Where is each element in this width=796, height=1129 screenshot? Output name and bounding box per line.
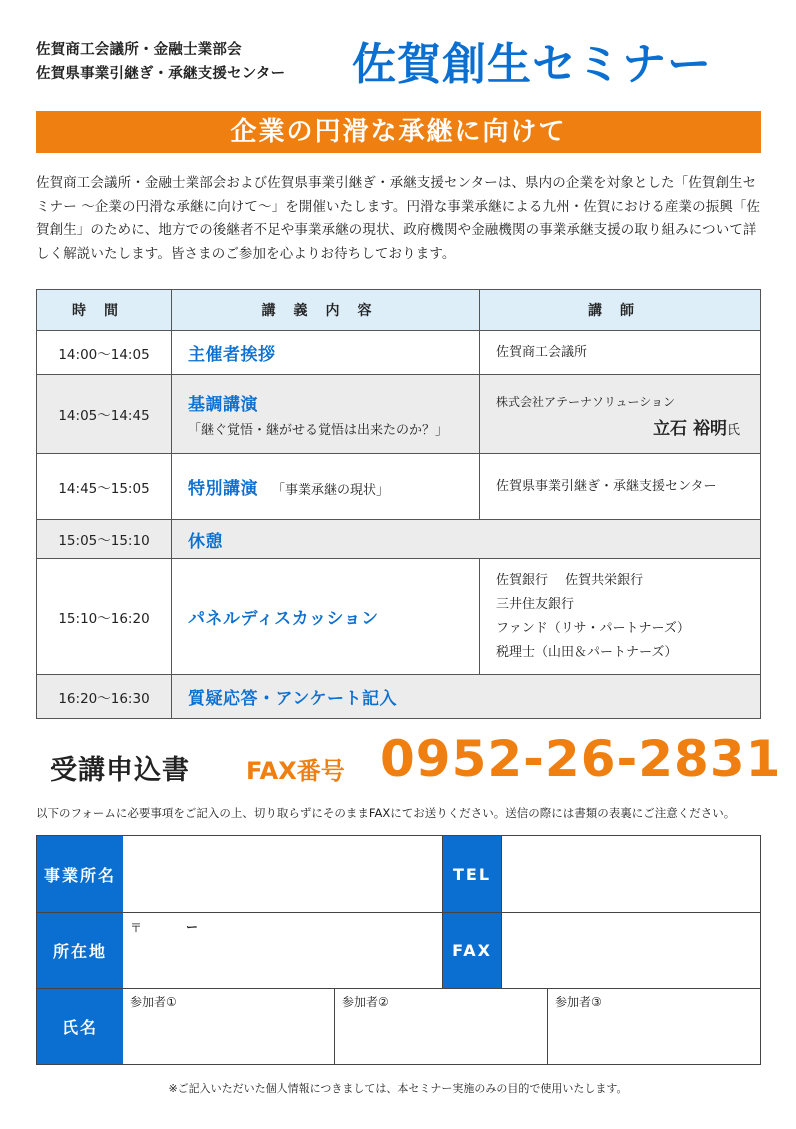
row-speaker: 佐賀県事業引継ぎ・承継支援センター [496, 478, 717, 494]
row-time: 15:10～16:20 [37, 559, 172, 675]
header-speaker: 講師 [480, 290, 761, 331]
speaker-name-text: 立石 裕明 [653, 418, 727, 439]
privacy-footnote: ※ご記入いただいた個人情報につきましては、本セミナー実施のみの目的で使用いたします。 [168, 1082, 628, 1095]
tel-field[interactable] [502, 836, 760, 912]
row-time: 16:20～16:30 [37, 675, 172, 719]
row-speaker: ファンド（リサ・パートナーズ） [496, 620, 690, 636]
row-title: 特別講演 [188, 479, 258, 499]
address-field[interactable] [123, 913, 442, 988]
participant-3-label: 参加者③ [555, 995, 602, 1009]
schedule-table [36, 289, 761, 719]
address-label: 所在地 [37, 913, 123, 988]
application-instructions: 以下のフォームに必要事項をご記入の上、切り取らずにそのままFAXにてお送りください。送信の際には書類の表裏にご注意ください。 [36, 806, 736, 820]
participant-3-field[interactable] [548, 989, 760, 1064]
schedule-header-row [37, 290, 761, 331]
row-title: 休憩 [188, 531, 223, 552]
row-time: 15:05～15:10 [37, 520, 172, 559]
header-content: 講義内容 [172, 290, 480, 331]
company-name-label: 事業所名 [37, 836, 123, 912]
row-speaker: 佐賀銀行 佐賀共栄銀行 [496, 572, 644, 588]
page-title: 佐賀創生セミナー [352, 39, 712, 90]
company-name-field[interactable] [123, 836, 442, 912]
participant-2-field[interactable] [335, 989, 547, 1064]
fax-number: 0952-26-2831 [380, 730, 782, 788]
participant-2-label: 参加者② [342, 995, 389, 1009]
row-time: 14:05～14:45 [37, 375, 172, 454]
row-inline-subtitle: 「事業承継の現状」 [272, 483, 390, 498]
fax-field-label: FAX [443, 913, 501, 988]
intro-paragraph: 佐賀商工会議所・金融士業部会および佐賀県事業引継ぎ・承継支援センターは、県内の企業を対象とした「佐賀創生セミナー ～企業の円滑な承継に向けて～」を開催いたします。円滑な事業承継による九州・佐賀における産業の振興「佐賀創生」のために、地方での後継者不足や事業承継の現状、政府機関や金融機関の事業承継支援の取り組みについて詳しく解説いたします。皆さまのご参加を心よりお待ちしております。 [36, 175, 761, 262]
schedule-row [37, 454, 761, 520]
row-title: パネルディスカッション [188, 609, 379, 629]
row-speaker-name [496, 414, 760, 439]
schedule-row [37, 559, 761, 675]
organizer-block [36, 38, 285, 86]
subtitle-banner: 企業の円滑な承継に向けて [36, 111, 761, 153]
organizer-line-2: 佐賀県事業引継ぎ・承継支援センター [36, 66, 286, 82]
schedule-row [37, 520, 761, 559]
tel-label: TEL [443, 836, 501, 912]
header-time: 時間 [37, 290, 172, 331]
row-subtitle: 「継ぐ覚悟・継がせる覚悟は出来たのか？」 [188, 423, 449, 438]
row-title: 基調講演 [188, 395, 258, 415]
schedule-row [37, 375, 761, 454]
participant-1-label: 参加者① [130, 995, 177, 1009]
postal-mark: 〒 [130, 921, 143, 935]
participant-1-field[interactable] [123, 989, 334, 1064]
fax-number-label: FAX番号 [246, 757, 345, 785]
application-form [36, 835, 761, 1065]
application-form-title: 受講申込書 [50, 755, 190, 786]
row-speaker: 佐賀商工会議所 [496, 344, 588, 360]
row-speaker-company: 株式会社アテーナソリューション [496, 394, 676, 409]
row-time: 14:00～14:05 [37, 331, 172, 375]
speaker-honorific: 氏 [726, 422, 740, 438]
row-time: 14:45～15:05 [37, 454, 172, 520]
organizer-line-1: 佐賀商工会議所・金融士業部会 [36, 42, 242, 58]
postal-dash: ー [186, 920, 199, 934]
schedule-row [37, 675, 761, 719]
fax-field[interactable] [502, 913, 760, 988]
row-speaker: 三井住友銀行 [496, 596, 575, 612]
row-speaker: 税理士（山田＆パートナーズ） [496, 644, 678, 660]
row-title: 質疑応答・アンケート記入 [188, 689, 397, 709]
row-title: 主催者挨拶 [188, 345, 276, 365]
name-label: 氏名 [37, 989, 123, 1064]
schedule-row [37, 331, 761, 375]
